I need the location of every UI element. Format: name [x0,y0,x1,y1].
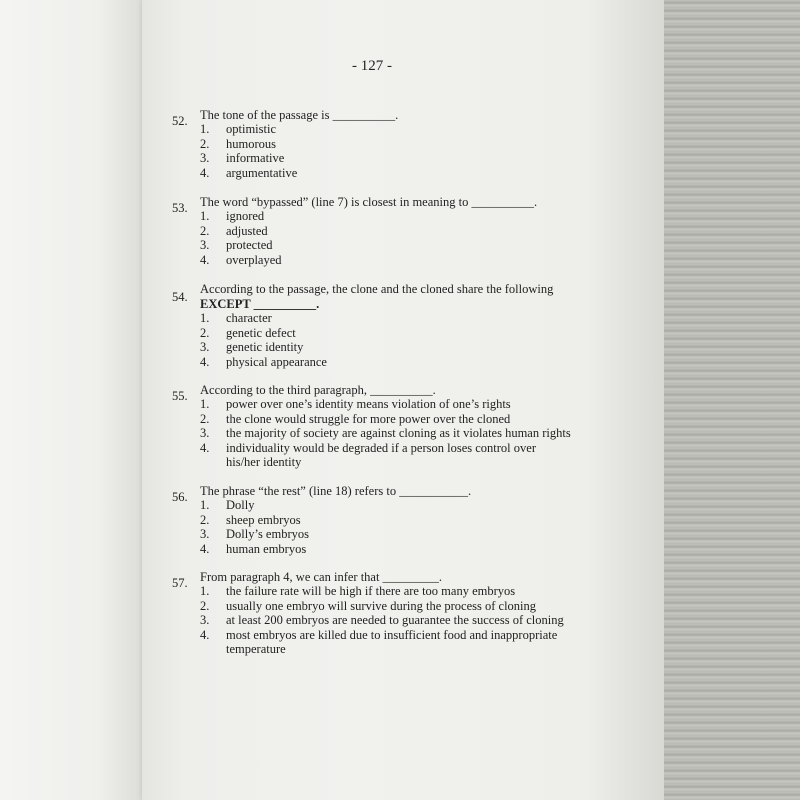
option-number: 4. [200,252,210,267]
option-number: 1. [200,122,210,136]
option-number: 3. [200,426,210,441]
option-item [200,441,600,470]
option-number: 3. [200,151,210,166]
option-item [200,340,600,355]
option-text: the failure rate will be high if there are too many embryos [226,584,516,598]
option-list [200,209,600,267]
option-number: 1. [200,498,210,512]
option-text: character [226,311,272,325]
option-number: 4. [200,165,210,180]
option-text: individuality would be degraded if a person loses control over his/her identity [226,440,536,470]
option-text: Dolly’s embryos [226,527,309,542]
option-item [200,412,600,427]
question-stem: From paragraph 4, we can infer that _________. [200,570,442,584]
option-item [200,584,600,599]
option-item [200,209,600,224]
option-item [200,527,600,542]
option-number: 3. [200,238,210,253]
question-stem-emphasis: EXCEPT __________. [200,296,320,311]
option-item [200,513,600,528]
option-text: at least 200 embryos are needed to guarantee the success of cloning [226,613,564,628]
option-item [200,151,600,166]
option-number: 4. [200,440,210,455]
question-number: 55. [172,389,188,403]
option-text: sheep embryos [226,512,301,527]
option-number: 3. [200,613,210,628]
option-number: 2. [200,598,210,613]
option-number: 4. [200,541,210,556]
option-text: Dolly [226,498,255,512]
question-number: 52. [172,114,188,128]
question-stem: The word “bypassed” (line 7) is closest in meaning to __________. [200,195,538,209]
question-number: 57. [172,576,188,590]
option-item [200,397,600,412]
option-number: 3. [200,340,210,355]
option-item [200,628,600,657]
option-number: 2. [200,136,210,151]
option-item [200,122,600,137]
option-list [200,397,600,470]
option-text: physical appearance [226,354,327,369]
option-text: argumentative [226,165,298,180]
option-text: most embryos are killed due to insufficient food and inappropriate temperature [226,627,558,657]
option-item [200,137,600,152]
page-number: - 127 - [352,58,392,74]
option-item [200,355,600,370]
option-text: the clone would struggle for more power over the cloned [226,411,511,426]
question-stem: The tone of the passage is __________. [200,108,399,122]
option-item [200,253,600,268]
option-item [200,498,600,513]
option-item [200,599,600,614]
option-item [200,426,600,441]
option-number: 1. [200,311,210,325]
option-text: optimistic [226,122,276,136]
option-text: overplayed [226,252,282,267]
option-text: usually one embryo will survive during the process of cloning [226,598,537,613]
option-number: 1. [200,584,210,598]
option-number: 4. [200,627,210,642]
option-list [200,584,600,657]
option-number: 1. [200,209,210,223]
option-list [200,498,600,556]
question-stem-text: According to the passage, the clone and the cloned share the following [200,282,554,296]
option-text: informative [226,151,285,166]
option-number: 1. [200,397,210,411]
option-list [200,122,600,180]
question-number: 53. [172,201,188,215]
option-text: the majority of society are against cloning as it violates human rights [226,426,571,441]
option-number: 2. [200,223,210,238]
option-number: 4. [200,354,210,369]
option-item [200,326,600,341]
option-text: protected [226,238,273,253]
option-item [200,166,600,181]
option-text: ignored [226,209,265,223]
option-text: humorous [226,136,276,151]
option-text: human embryos [226,541,307,556]
option-text: genetic identity [226,340,304,355]
question-number: 56. [172,490,188,504]
option-item [200,224,600,239]
option-number: 2. [200,411,210,426]
option-item [200,238,600,253]
question-number: 54. [172,290,188,304]
option-list [200,311,600,369]
option-item [200,613,600,628]
option-item [200,311,600,326]
desk-background-left [0,0,142,800]
option-number: 2. [200,512,210,527]
book-page-edges [664,0,800,800]
question-stem [200,282,560,311]
option-item [200,542,600,557]
option-number: 2. [200,325,210,340]
option-text: adjusted [226,223,268,238]
question-stem: The phrase “the rest” (line 18) refers to ___________. [200,484,472,498]
option-text: power over one’s identity means violation of one’s rights [226,397,511,411]
option-text: genetic defect [226,325,296,340]
option-number: 3. [200,527,210,542]
question-stem: According to the third paragraph, __________. [200,383,436,397]
